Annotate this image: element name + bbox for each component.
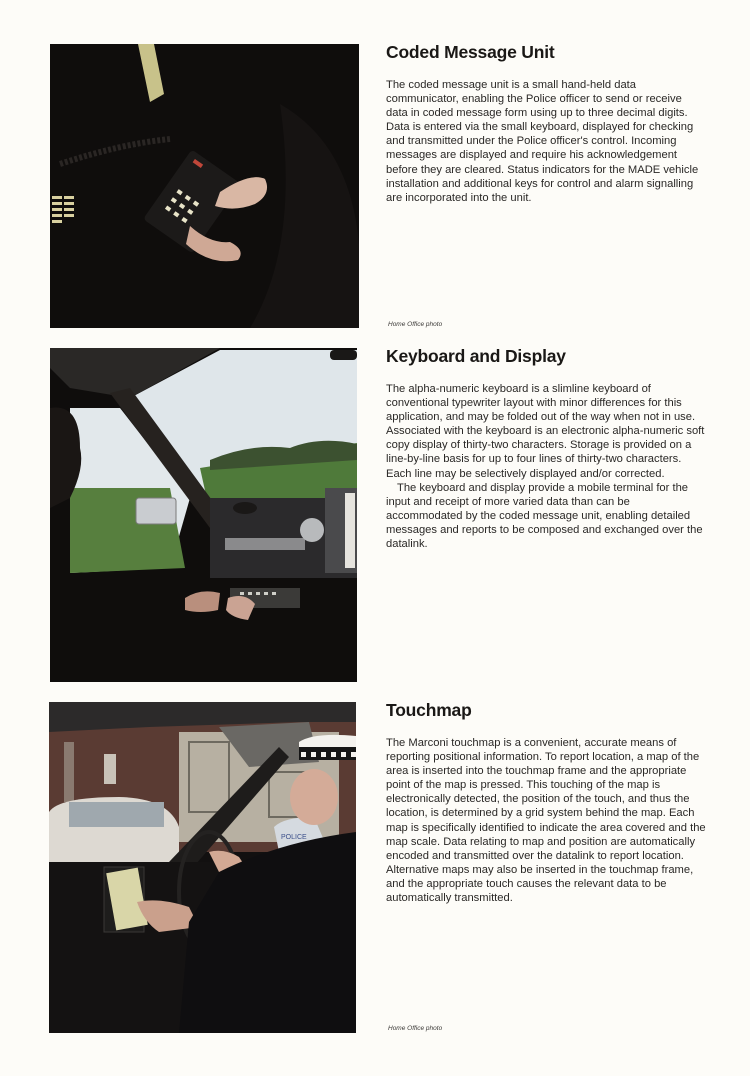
section-keyboard-and-display <box>386 346 706 551</box>
section-title: Coded Message Unit <box>386 42 555 62</box>
section-coded-message-unit <box>386 42 706 205</box>
section-paragraph: The coded message unit is a small hand-held data communicator, enabling the Police officer to send or receive data in coded message form using up to three decimal digits. Data is entered via the small keyboard, displayed for checking and transmitted under the Police officer's control. Incoming messages are displayed and require his acknowledgement before they are cleared. Status indicators for the MADE vehicle installation and additional keys for control and alarm signalling are incorporated into the unit. <box>386 79 699 204</box>
photo-credit: Home Office photo <box>388 1025 443 1032</box>
section-title: Keyboard and Display <box>386 346 566 366</box>
section-paragraph: The keyboard and display provide a mobile terminal for the input and receipt of more varied data than can be accommodated by the coded message unit, enabling detailed messages and reports to be composed and exchanged over the datalink. <box>386 481 703 551</box>
photo-coded-message-unit <box>50 44 359 328</box>
photo-credit: Home Office photo <box>388 321 443 328</box>
section-paragraph: The Marconi touchmap is a convenient, accurate means of reporting positional information. To report location, a map of the area is inserted into the touchmap frame and the appropriate point of the map is pressed. This touching of the map is electronically detected, the position of the touch, and thus the location, is determined by a grid system behind the map. Each map is specifically identified to indicate the area covered and the map scale. Data relating to map and position are automatically encoded and transmitted over the datalink to report location. Alternative maps may also be inserted in the touchmap frame, and the appropriate touch causes the relevant data to be automatically transmitted. <box>386 737 706 905</box>
section-touchmap <box>386 700 706 905</box>
photo-touchmap <box>49 702 356 1033</box>
section-paragraph: The alpha-numeric keyboard is a slimline keyboard of conventional typewriter layout with minor differences for this application, and may be folded out of the way when not in use. Associated with the keyboard is an electronic alpha-numeric soft copy display of thirty-two characters. Storage is provided on a line-by-line basis for up to four lines of thirty-two characters. Each line may be selectively displayed and/or corrected. <box>386 383 705 480</box>
photo-keyboard-and-display <box>50 348 357 682</box>
section-title: Touchmap <box>386 700 472 720</box>
police-car-text: POLICE <box>281 834 307 841</box>
